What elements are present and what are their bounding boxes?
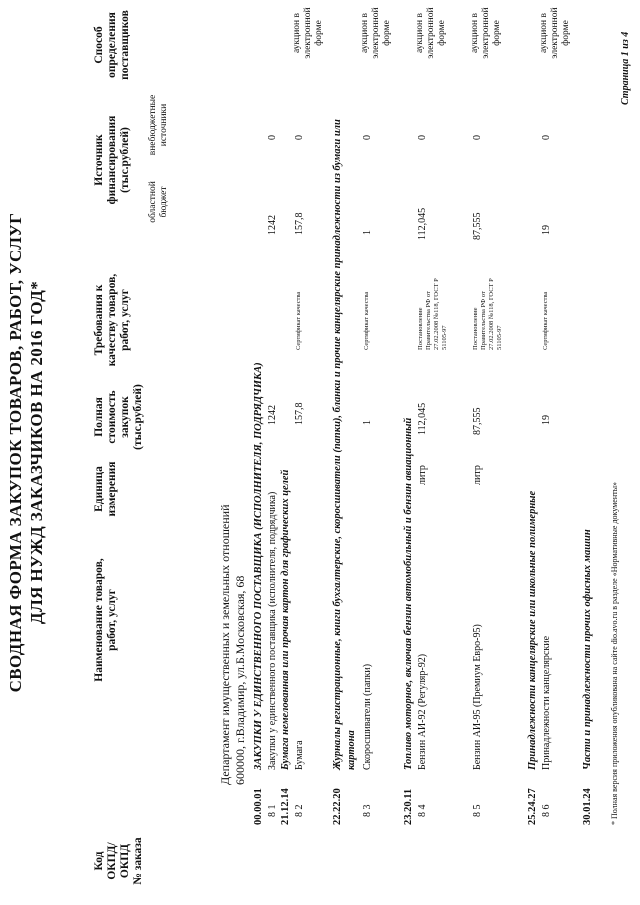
- item-method: аукцион в электронной форме: [470, 7, 502, 59]
- header-regional-budget: областной бюджет: [148, 181, 169, 223]
- item-regional: 1242: [267, 215, 278, 235]
- item-regional: 112,045: [417, 207, 428, 240]
- item-number: 8 5: [472, 804, 483, 817]
- header-total-cost: Полная стоимость закупок (тыс.рублей): [93, 384, 144, 450]
- department-name: Департамент имущественных и земельных отношений: [218, 504, 232, 785]
- section-code: 21.12.14: [280, 788, 291, 825]
- item-unit: литр: [417, 465, 428, 485]
- header-funding-source: Источник финансирования (тыс.рублей): [93, 115, 131, 205]
- item-name: Бензин АИ-92 (Регуляр-92): [417, 653, 428, 770]
- item-unit: литр: [472, 465, 483, 485]
- item-method: аукцион в электронной форме: [292, 7, 324, 59]
- item-method: аукцион в электронной форме: [415, 7, 447, 59]
- section-title: Части и принадлежности прочих офисных машин: [582, 529, 593, 770]
- header-extrabudget: внебюджетные источники: [148, 94, 169, 156]
- item-regional: 1: [362, 230, 373, 235]
- document-subtitle: ДЛЯ НУЖД ЗАКАЗЧИКОВ НА 2016 ГОД*: [27, 280, 46, 625]
- item-number: 8 4: [417, 804, 428, 817]
- item-number: 8 3: [362, 804, 373, 817]
- section-code: 25.24.27: [527, 788, 538, 825]
- item-total: 1242: [267, 405, 278, 425]
- item-number: 8 2: [294, 804, 305, 817]
- header-requirements: Требования к качеству товаров, работ, услуг: [93, 273, 131, 367]
- item-name: Закупки у единственного поставщика (исполнителя, подрядчика): [267, 491, 278, 770]
- item-requirements: Сертификат качества: [363, 291, 370, 350]
- section-code: 22.22.20: [332, 788, 343, 825]
- item-total: 19: [541, 415, 552, 425]
- section-code: 23.20.11: [403, 788, 414, 825]
- item-extrabudget: 0: [472, 135, 483, 140]
- item-method: аукцион в электронной форме: [539, 7, 571, 59]
- item-extrabudget: 0: [267, 135, 278, 140]
- department-address: 600000, г.Владимир, ул.Б.Московская, 68: [233, 575, 247, 785]
- item-extrabudget: 0: [294, 135, 305, 140]
- item-number: 8 1: [267, 804, 278, 817]
- item-total: 157,8: [294, 402, 305, 425]
- item-extrabudget: 0: [417, 135, 428, 140]
- header-name: Наименование товаров, работ, услуг: [93, 558, 118, 682]
- section-title: Журналы регистрационные, книги бухгалтерские, скоросшиватели (папки), бланки и прочие канцелярские принадлежности из бумаги или: [332, 119, 343, 770]
- item-regional: 87,555: [472, 212, 483, 240]
- item-total: 1: [362, 420, 373, 425]
- item-requirements: Постановление Правительства РФ от 27.02.2008 №118, ГОСТ Р 51105-97: [472, 278, 503, 350]
- item-extrabudget: 0: [541, 135, 552, 140]
- item-requirements: Сертификат качества: [542, 291, 549, 350]
- item-name: Бумага: [294, 740, 305, 770]
- item-regional: 19: [541, 225, 552, 235]
- section-title: Принадлежности канцелярские или школьные полимерные: [527, 490, 538, 770]
- item-total: 87,555: [472, 407, 483, 435]
- header-code: Код ОКПД/ ОКПД № заказа: [93, 837, 144, 885]
- footnote: * Полная версия приложения опубликована на сайте dio.avo.ru в разделе «Нормативные документы»: [610, 482, 619, 825]
- section-title: Топливо моторное, включая бензин автомобильный и бензин авиационный: [403, 417, 414, 770]
- section-title-cont: картона: [346, 730, 357, 770]
- section-code: 30.01.24: [582, 788, 593, 825]
- item-method: аукцион в электронной форме: [360, 7, 392, 59]
- item-total: 112,045: [417, 402, 428, 435]
- item-extrabudget: 0: [362, 135, 373, 140]
- item-name: Скоросшиватели (папки): [362, 663, 373, 770]
- document-title: СВОДНАЯ ФОРМА ЗАКУПОК ТОВАРОВ, РАБОТ, УСЛУГ: [6, 212, 25, 693]
- item-name: Принадлежности канцелярские: [541, 635, 552, 770]
- section-title: Бумага немелованная или прочая картон для графических целей: [280, 469, 291, 770]
- page-number: Страница 1 из 4: [620, 31, 631, 105]
- item-requirements: Сертификат качества: [295, 291, 302, 350]
- section-code: 00.00.01: [253, 788, 264, 825]
- header-method: Способ определения поставщиков: [93, 10, 131, 80]
- item-number: 8 6: [541, 804, 552, 817]
- item-requirements: Постановление Правительства РФ от 27.02.2008 №118, ГОСТ Р 51105-97: [417, 278, 448, 350]
- header-unit: Единица измерения: [93, 461, 118, 517]
- item-name: Бензин АИ-95 (Премиум Евро-95): [472, 624, 483, 770]
- item-regional: 157,8: [294, 212, 305, 235]
- section-title: ЗАКУПКИ У ЕДИНСТВЕННОГО ПОСТАВЩИКА (ИСПОЛНИТЕЛЯ, ПОДРЯДЧИКА): [253, 362, 264, 770]
